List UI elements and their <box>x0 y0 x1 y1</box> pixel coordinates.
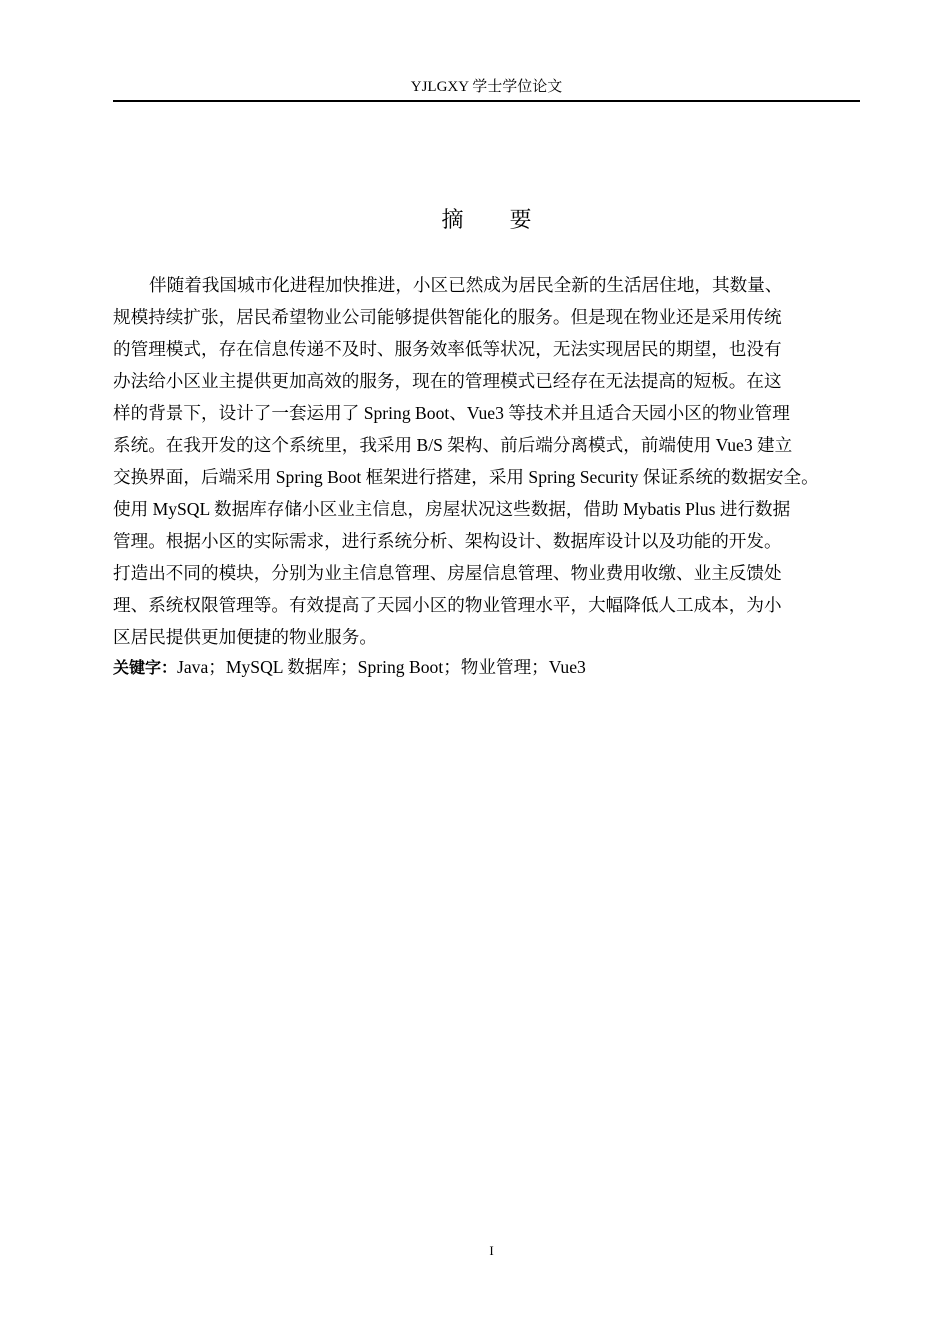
running-header: YJLGXY 学士学位论文 <box>410 79 563 95</box>
abstract-body <box>113 269 865 653</box>
keywords-label: 关键字： <box>113 658 178 677</box>
abstract-line-8: 使用 MySQL 数据库存储小区业主信息，房屋状况这些数据，借助 Mybatis Plus 进行数据 <box>113 499 791 519</box>
abstract-line-4: 办法给小区业主提供更加高效的服务，现在的管理模式已经存在无法提高的短板。在这 <box>113 371 782 391</box>
abstract-line-7: 交换界面，后端采用 Spring Boot 框架进行搭建，采用 Spring Security 保证系统的数据安全。 <box>113 467 819 487</box>
header-rule <box>113 100 860 102</box>
abstract-line-10: 打造出不同的模块，分别为业主信息管理、房屋信息管理、物业费用收缴、业主反馈处 <box>113 563 782 583</box>
title-char-2: 要 <box>509 208 532 233</box>
page-number: I <box>489 1243 494 1258</box>
abstract-line-9: 管理。根据小区的实际需求，进行系统分析、架构设计、数据库设计以及功能的开发。 <box>113 531 782 551</box>
abstract-line-11: 理、系统权限管理等。有效提高了天园小区的物业管理水平，大幅降低人工成本，为小 <box>113 595 782 615</box>
title-char-1: 摘 <box>441 208 464 233</box>
abstract-line-1: 伴随着我国城市化进程加快推进，小区已然成为居民全新的生活居住地，其数量、 <box>149 275 783 295</box>
abstract-line-5: 样的背景下，设计了一套运用了 Spring Boot、Vue3 等技术并且适合天园小区的物业管理 <box>113 403 790 423</box>
abstract-line-6: 系统。在我开发的这个系统里，我采用 B/S 架构、前后端分离模式，前端使用 Vue3 建立 <box>113 435 793 455</box>
abstract-title <box>113 205 860 237</box>
abstract-line-12: 区居民提供更加便捷的物业服务。 <box>113 627 377 647</box>
keywords-text: Java；MySQL 数据库；Spring Boot；物业管理；Vue3 <box>177 657 586 677</box>
keywords-line <box>113 651 586 684</box>
abstract-line-3: 的管理模式，存在信息传递不及时、服务效率低等状况，无法实现居民的期望，也没有 <box>113 339 782 359</box>
abstract-line-2: 规模持续扩张，居民希望物业公司能够提供智能化的服务。但是现在物业还是采用传统 <box>113 307 782 327</box>
